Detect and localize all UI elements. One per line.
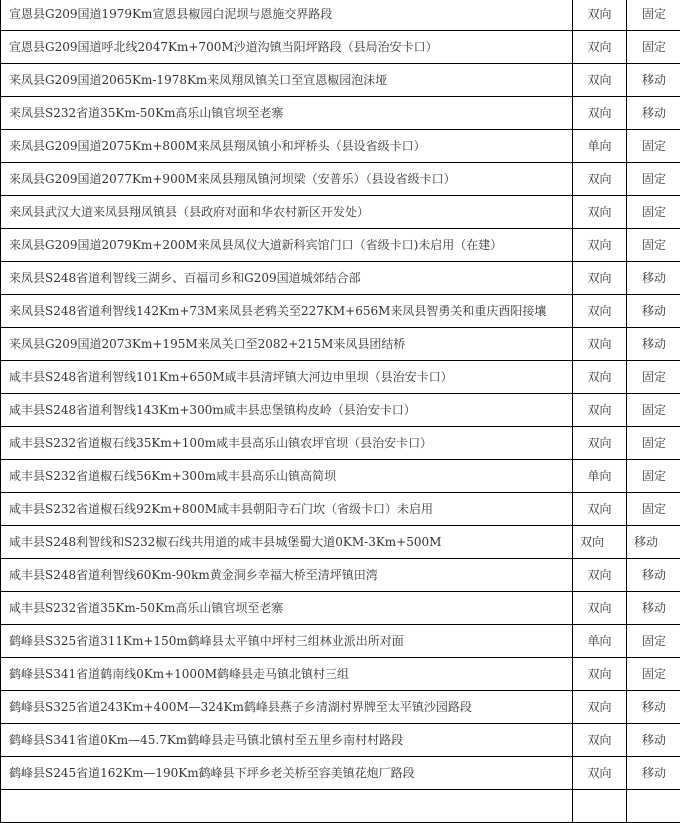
- direction-cell: 双向: [573, 0, 627, 31]
- table-row: [1, 625, 680, 658]
- location-cell: 来凤县S232省道35Km-50Km高乐山镇官坝至老寨: [1, 97, 573, 130]
- table-row: [1, 262, 680, 295]
- type-cell: 移动: [627, 757, 680, 790]
- location-cell: 鹤峰县S341省道0Km—45.7Km鹤峰县走马镇北镇村至五里乡南村村路段: [1, 724, 573, 757]
- type-cell: 固定: [627, 196, 680, 229]
- type-cell: 移动: [627, 295, 680, 328]
- direction-cell: [573, 790, 627, 823]
- location-cell: 来凤县G209国道2073Km+195M来凤关口至2082+215M来凤县团结桥: [1, 328, 573, 361]
- direction-cell: 单向: [573, 460, 627, 493]
- type-cell: 移动: [627, 97, 680, 130]
- location-cell: 咸丰县S248利智线和S232椒石线共用道的咸丰县城堡蜀大道0KM-3Km+500M: [1, 526, 573, 559]
- table-row: [1, 0, 680, 31]
- table-row: [1, 97, 680, 130]
- table-row: [1, 592, 680, 625]
- type-cell: 固定: [627, 130, 680, 163]
- table-row: [1, 361, 680, 394]
- type-cell: 移动: [627, 691, 680, 724]
- type-cell: 移动: [627, 724, 680, 757]
- direction-cell: 双向: [573, 295, 627, 328]
- table-row: [1, 163, 680, 196]
- type-cell: 移动: [627, 559, 680, 592]
- table-row: [1, 64, 680, 97]
- table-row: [1, 691, 680, 724]
- direction-cell: 双向: [573, 592, 627, 625]
- direction-cell: 双向: [573, 757, 627, 790]
- type-cell: 移动: [627, 592, 680, 625]
- direction-cell: 双向: [573, 493, 627, 526]
- type-cell: 固定: [627, 460, 680, 493]
- location-cell: 咸丰县S232省道35Km-50Km高乐山镇官坝至老寨: [1, 592, 573, 625]
- location-cell: 来凤县G209国道2065Km-1978Km来凤翔凤镇关口至宣恩椒园泡沫垭: [1, 64, 573, 97]
- location-cell: 咸丰县S248省道利智线60Km-90km黄金洞乡幸福大桥至清坪镇田湾: [1, 559, 573, 592]
- location-cell: 宣恩县G209国道呼北线2047Km+700M沙道沟镇当阳坪路段（县局治安卡口）: [1, 31, 573, 64]
- type-cell: 固定: [627, 427, 680, 460]
- direction-cell: 双向: [573, 559, 627, 592]
- direction-cell: 双向: [573, 361, 627, 394]
- table-row: [1, 790, 680, 823]
- direction-cell: 双向: [573, 526, 627, 559]
- location-cell: 宣恩县G209国道1979Km宣恩县椒园白泥坝与恩施交界路段: [1, 0, 573, 31]
- location-cell: 来凤县武汉大道来凤县翔凤镇县（县政府对面和华农村新区开发处）: [1, 196, 573, 229]
- table-row: [1, 394, 680, 427]
- direction-cell: 双向: [573, 97, 627, 130]
- table-row: [1, 658, 680, 691]
- location-cell: 咸丰县S232省道椒石线35Km+100m咸丰县高乐山镇农坪官坝（县治安卡口）: [1, 427, 573, 460]
- direction-cell: 双向: [573, 163, 627, 196]
- table-row: [1, 460, 680, 493]
- type-cell: 固定: [627, 361, 680, 394]
- table-row: [1, 295, 680, 328]
- table-row: [1, 328, 680, 361]
- type-cell: 固定: [627, 229, 680, 262]
- direction-cell: 双向: [573, 64, 627, 97]
- location-cell: 咸丰县S248省道利智线143Km+300m咸丰县忠堡镇构皮岭（县治安卡口）: [1, 394, 573, 427]
- type-cell: 固定: [627, 394, 680, 427]
- type-cell: 移动: [627, 328, 680, 361]
- type-cell: [627, 790, 680, 823]
- direction-cell: 双向: [573, 196, 627, 229]
- location-cell: 来凤县G209国道2077Km+900M来凤县翔凤镇河坝梁（安普乐）（县设省级卡口）: [1, 163, 573, 196]
- location-cell: 鹤峰县S341省道鹤南线0Km+1000M鹤峰县走马镇北镇村三组: [1, 658, 573, 691]
- type-cell: 移动: [627, 64, 680, 97]
- type-cell: 固定: [627, 163, 680, 196]
- table-row: [1, 526, 680, 559]
- table-row: [1, 493, 680, 526]
- direction-cell: 双向: [573, 427, 627, 460]
- table-row: [1, 229, 680, 262]
- direction-cell: 双向: [573, 262, 627, 295]
- type-cell: 固定: [627, 658, 680, 691]
- table-row: [1, 130, 680, 163]
- location-cell: 来凤县G209国道2075Km+800M来凤县翔凤镇小和坪桥头（县设省级卡口）: [1, 130, 573, 163]
- type-cell: 固定: [627, 31, 680, 64]
- direction-cell: 双向: [573, 229, 627, 262]
- location-cell: 来凤县S248省道利智线三湖乡、百福司乡和G209国道城郊结合部: [1, 262, 573, 295]
- location-cell: 来凤县S248省道利智线142Km+73M来凤县老鸦关至227KM+656M来凤县智勇关和重庆酉阳接壤: [1, 295, 573, 328]
- location-cell: [1, 790, 573, 823]
- location-cell: 咸丰县S232省道椒石线56Km+300m咸丰县高乐山镇高简坝: [1, 460, 573, 493]
- location-cell: 鹤峰县S245省道162Km—190Km鹤峰县下坪乡老关桥至容美镇花炮厂路段: [1, 757, 573, 790]
- type-cell: 移动: [627, 526, 680, 559]
- table-row: [1, 559, 680, 592]
- direction-cell: 双向: [573, 658, 627, 691]
- direction-cell: 双向: [573, 691, 627, 724]
- table-row: [1, 196, 680, 229]
- location-cell: 咸丰县S248省道利智线101Km+650M咸丰县清坪镇大河边申里坝（县治安卡口）: [1, 361, 573, 394]
- location-cell: 来凤县G209国道2079Km+200M来凤县凤仪大道新科宾馆门口（省级卡口)未启用（在建）: [1, 229, 573, 262]
- location-cell: 咸丰县S232省道椒石线92Km+800M咸丰县朝阳寺石门坎（省级卡口）未启用: [1, 493, 573, 526]
- location-cell: 鹤峰县S325省道243Km+400M—324Km鹤峰县燕子乡清湖村界牌至太平镇沙园路段: [1, 691, 573, 724]
- direction-cell: 双向: [573, 31, 627, 64]
- table-row: [1, 724, 680, 757]
- direction-cell: 双向: [573, 724, 627, 757]
- table-row: [1, 427, 680, 460]
- direction-cell: 单向: [573, 625, 627, 658]
- direction-cell: 双向: [573, 328, 627, 361]
- table-body: [1, 0, 680, 823]
- type-cell: 固定: [627, 625, 680, 658]
- type-cell: 固定: [627, 0, 680, 31]
- type-cell: 移动: [627, 262, 680, 295]
- table-row: [1, 757, 680, 790]
- direction-cell: 双向: [573, 394, 627, 427]
- type-cell: 固定: [627, 493, 680, 526]
- location-cell: 鹤峰县S325省道311Km+150m鹤峰县太平镇中坪村三组林业派出所对面: [1, 625, 573, 658]
- direction-cell: 单向: [573, 130, 627, 163]
- table-row: [1, 31, 680, 64]
